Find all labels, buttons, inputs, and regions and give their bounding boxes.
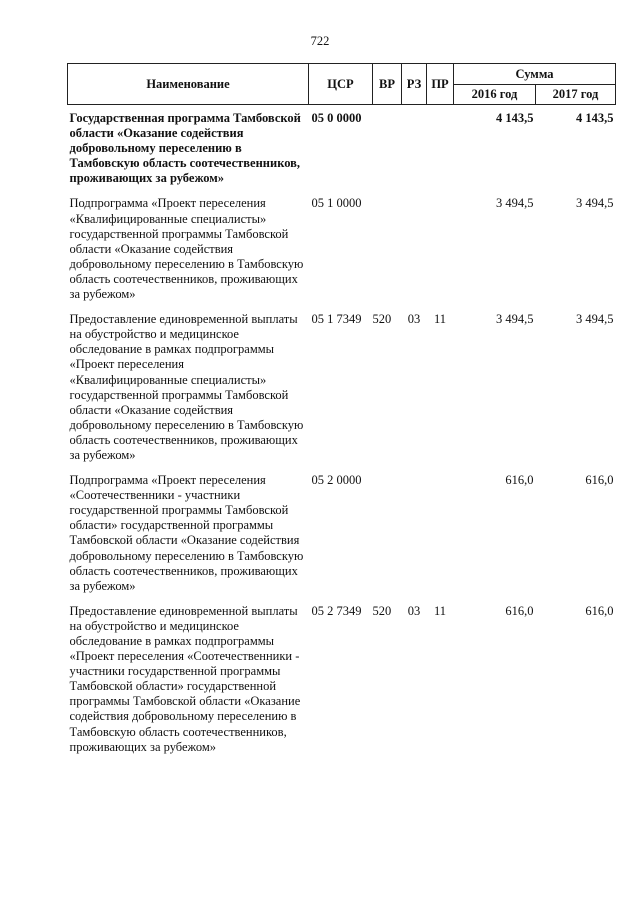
row-csr: 05 1 7349 [311, 312, 362, 327]
row-vr [373, 105, 402, 197]
table-row [68, 105, 616, 197]
header-csr: ЦСР [309, 64, 373, 105]
row-vr [373, 196, 402, 312]
row-rz: 03 [407, 603, 421, 618]
row-rz [402, 105, 427, 197]
row-vr [373, 473, 402, 604]
row-sum-2016: 3 494,5 [496, 196, 534, 211]
row-csr: 05 0 0000 [311, 111, 362, 125]
row-rz: 03 [407, 312, 421, 327]
row-csr: 05 2 0000 [311, 473, 362, 488]
table-row [68, 604, 616, 765]
row-pr: 11 [433, 603, 447, 618]
row-sum-2017: 4 143,5 [576, 111, 614, 125]
header-name: Наименование [68, 64, 309, 105]
row-rz [402, 473, 427, 604]
row-name: Государственная программа Тамбовской области «Оказание содействия добровольному переселению в Тамбовскую область соотечественников, проживающих за рубежом» [69, 111, 301, 186]
row-sum-2017: 616,0 [585, 473, 614, 488]
row-rz [402, 196, 427, 312]
row-name: Подпрограмма «Проект переселения «Квалифицированные специалисты» государственной программы Тамбовской области «Оказание содействия добровольному переселению в Тамбовскую область соотечественников, проживающих за рубежом» [69, 196, 304, 302]
table-header [68, 64, 616, 105]
row-pr [427, 105, 454, 197]
row-csr: 05 1 0000 [311, 196, 362, 211]
row-vr: 520 [372, 312, 392, 327]
row-vr: 520 [372, 603, 392, 618]
page-number: 722 [310, 34, 330, 48]
row-csr: 05 2 7349 [311, 603, 362, 618]
header-year-2016: 2016 год [454, 85, 536, 105]
row-pr [427, 196, 454, 312]
header-year-2017: 2017 год [536, 85, 616, 105]
table-body [68, 105, 616, 765]
header-pr: ПР [427, 64, 454, 105]
row-name: Подпрограмма «Проект переселения «Соотечественники - участники государственной программы Тамбовской области» государственной программы Тамбовской области «Оказание содействия добровольному переселению в Тамбовскую область соотечественников, проживающих за рубежом» [69, 473, 304, 593]
row-sum-2016: 4 143,5 [496, 111, 534, 125]
table-row [68, 196, 616, 312]
header-sum: Сумма [454, 64, 616, 85]
row-sum-2017: 3 494,5 [576, 312, 614, 327]
header-rz: РЗ [402, 64, 427, 105]
row-sum-2017: 616,0 [585, 603, 614, 618]
row-sum-2016: 616,0 [505, 603, 534, 618]
row-pr: 11 [433, 312, 447, 327]
table-row [68, 312, 616, 473]
row-sum-2016: 616,0 [505, 473, 534, 488]
row-name: Предоставление единовременной выплаты на обустройство и медицинское обследование в рамках подпрограммы «Проект переселения «Соотечественники - участники государственной программы Тамбовской области» государственной программы Тамбовской области «Оказание содействия добровольному переселению в Тамбовскую область соотечественников, проживающих за рубежом» [69, 603, 301, 754]
table-row [68, 473, 616, 604]
row-sum-2016: 3 494,5 [496, 312, 534, 327]
row-name: Предоставление единовременной выплаты на обустройство и медицинское обследование в рамках подпрограммы «Проект переселения «Квалифицированные специалисты» государственной программы Тамбовской области «Оказание содействия добровольному переселению в Тамбовскую область соотечественников, проживающих за рубежом» [69, 312, 304, 462]
row-sum-2017: 3 494,5 [576, 196, 614, 211]
budget-table [67, 63, 616, 765]
header-vr: ВР [373, 64, 402, 105]
row-pr [427, 473, 454, 604]
